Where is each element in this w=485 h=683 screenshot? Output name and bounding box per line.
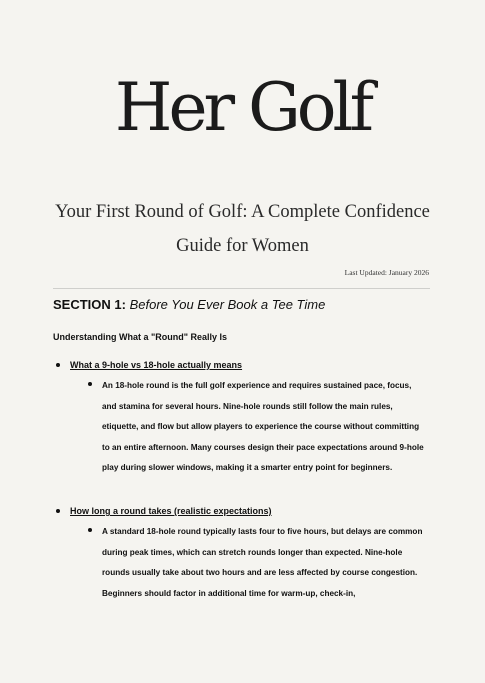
document-title: Your First Round of Golf: A Complete Confidence Guide for Women [55, 202, 430, 256]
bullet-link-hole-count[interactable]: What a 9-hole vs 18-hole actually means [70, 360, 243, 370]
sub-bullet-text[interactable] [102, 376, 427, 479]
section-label: SECTION 1: [53, 297, 126, 312]
sub-bullet-dot-icon [88, 382, 92, 386]
bullet-dot-icon [56, 509, 60, 513]
her-golf-logo: Her Golf [114, 69, 371, 146]
section-subheading: Understanding What a "Round" Really Is [53, 332, 228, 342]
bullet-link-round-length[interactable]: How long a round takes (realistic expectations) [70, 506, 272, 516]
section-subtitle: Before You Ever Book a Tee Time [129, 297, 326, 312]
bullet-dot-icon [56, 363, 60, 367]
sub-bullet-dot-icon [88, 528, 92, 532]
paragraph-text: An 18-hole round is the full golf experience and requires sustained pace, focus, and stamina for several hours. Nine-hole rounds still follow the main rules, etiquette, and flow but allow players to experience the course without committing to an entire afternoon. Many courses design their pace expectations around 9-hole play during slower windows, making it a smarter entry point for beginners. [102, 381, 424, 472]
title-divider [53, 288, 430, 289]
last-updated-date: Last Updated: January 2026 [344, 268, 429, 277]
section-heading [53, 296, 325, 314]
sub-bullet-text[interactable]: A standard 18-hole round typically lasts four to five hours, but delays are common during peak times, which can stretch rounds longer than expected. Nine-hole rounds usually take about two hours and are less affected by course congestion. Beginners should factor in additional time for warm-up, check-in, [102, 527, 423, 598]
